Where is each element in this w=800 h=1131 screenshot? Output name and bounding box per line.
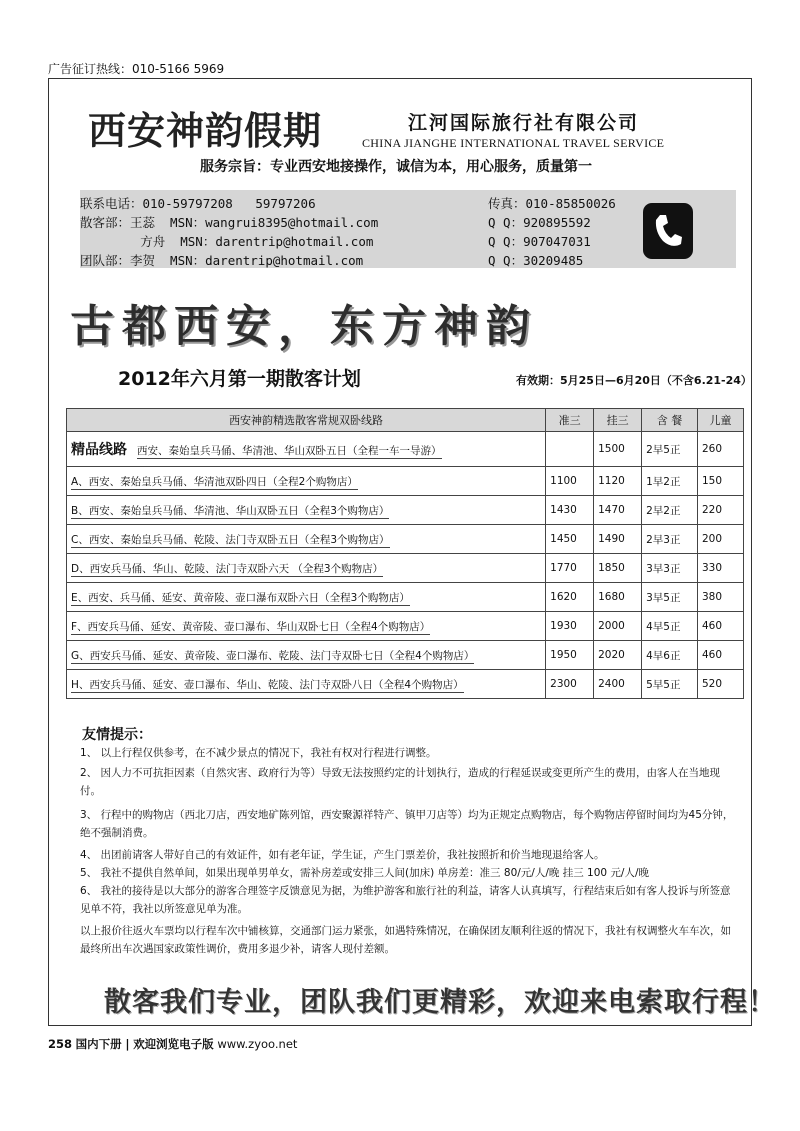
meals: 5早5正 [642,670,698,699]
meals: 4早6正 [642,641,698,670]
tip-item-4: 4、 出团前请客人带好自己的有效证件，如有老年证，学生证，产生门票差价，我社按照折和价当地现退给客人。 [80,849,605,861]
price-zhunsan: 2300 [546,670,594,699]
company-name-en: CHINA JIANGHE INTERNATIONAL TRAVEL SERVICE [362,136,665,150]
table-row [67,467,744,496]
price-zhunsan: 1430 [546,496,594,525]
price-zhunsan: 1930 [546,612,594,641]
meals: 3早3正 [642,554,698,583]
price-guasan: 1470 [594,496,642,525]
tips-title: 友情提示： [82,727,152,743]
meals: 1早2正 [642,467,698,496]
footer-note: 欢迎浏览电子版 [133,1037,214,1051]
table-row [67,612,744,641]
price-guasan: 1490 [594,525,642,554]
tip-item-5: 5、 我社不提供自然单间，如果出现单男单女，需补房差或安排三人间(加床) 单房差：准三 80/元/人/晚 挂三 100 元/人/晚 [80,867,649,879]
header-zhunsan: 准三 [546,409,594,432]
price-guasan: 2400 [594,670,642,699]
tip-item-1: 1、 以上行程仅供参考，在不减少景点的情况下，我社有权对行程进行调整。 [80,747,437,759]
contact-fax: 传真：010-85850026 [488,196,616,211]
tip-note: 以上报价往返火车票均以行程车次中铺核算，交通部门运力紧张，如遇特殊情况，在确保团友顺利往返的情况下，我社有权调整火车车次，如最终所出车次遇国家政策性调价，费用多退少补，请客人现付差额。 [80,925,731,955]
header-child: 儿童 [698,409,744,432]
contact-qq-3: Q Q：30209485 [488,253,584,268]
price-zhunsan: 1450 [546,525,594,554]
meals: 2早5正 [642,432,698,467]
contact-panel [80,190,736,268]
meals: 2早3正 [642,525,698,554]
route-name: B、西安、秦始皇兵马俑、华清池、华山双卧五日（全程3个购物店） [71,504,390,517]
header-meals: 含 餐 [642,409,698,432]
table-header-row [67,409,744,432]
price-guasan: 2020 [594,641,642,670]
page-footer [48,1036,297,1052]
section-name: 国内下册 [75,1037,122,1051]
route-name: F、西安兵马俑、延安、黄帝陵、壶口瀑布、华山双卧七日（全程4个购物店） [71,620,431,633]
service-motto: 服务宗旨：专业西安地接操作，诚信为本，用心服务，质量第一 [200,159,592,175]
price-child: 520 [698,670,744,699]
table-row [67,670,744,699]
route-name: A、西安、秦始皇兵马俑、华清池双卧四日（全程2个购物店） [71,475,358,488]
price-child: 460 [698,612,744,641]
validity-period: 有效期：5月25日—6月20日（不含6.21-24） [516,374,752,387]
price-child: 260 [698,432,744,467]
plan-title: 2012年六月第一期散客计划 [118,368,361,390]
meals: 4早5正 [642,612,698,641]
route-name: E、西安、兵马俑、延安、黄帝陵、壶口瀑布双卧六日（全程3个购物店） [71,591,410,604]
price-child: 380 [698,583,744,612]
price-guasan: 2000 [594,612,642,641]
telephone-icon [643,203,693,259]
route-name: G、西安兵马俑、延安、黄帝陵、壶口瀑布、乾陵、法门寺双卧七日（全程4个购物店） [71,649,475,662]
price-child: 220 [698,496,744,525]
price-guasan: 1120 [594,467,642,496]
meals: 3早5正 [642,583,698,612]
price-child: 150 [698,467,744,496]
meals: 2早2正 [642,496,698,525]
ad-hotline: 广告征订热线：010-5166 5969 [48,62,225,76]
route-name: D、西安兵马俑、华山、乾陵、法门寺双卧六天 （全程3个购物店） [71,562,384,575]
table-row [67,496,744,525]
price-child: 330 [698,554,744,583]
contact-wangrui: 散客部：王蕊 MSN：wangrui8395@hotmail.com [80,215,379,230]
price-zhunsan [546,432,594,467]
contact-lihe: 团队部：李贺 MSN：darentrip@hotmail.com [80,253,364,268]
price-guasan: 1500 [594,432,642,467]
route-name: C、西安、秦始皇兵马俑、乾陵、法门寺双卧五日（全程3个购物店） [71,533,390,546]
route-price-table [66,408,744,699]
tip-item-3: 3、 行程中的购物店（西北刀店，西安地矿陈列馆，西安聚源祥特产、镇甲刀店等）均为正规定点购物店，每个购物店停留时间均为45分钟，绝不强制消费。 [80,809,734,839]
price-zhunsan: 1950 [546,641,594,670]
closing-slogan: 散客我们专业，团队我们更精彩，欢迎来电索取行程！ [104,987,776,1018]
price-guasan: 1850 [594,554,642,583]
table-row [67,525,744,554]
table-row [67,641,744,670]
page-number: 258 [48,1037,73,1051]
slogan-banner: 古都西安，东方神韵 [70,301,538,352]
table-row-featured [67,432,744,467]
contact-qq-1: Q Q：920895592 [488,215,591,230]
footer-separator: | [125,1037,130,1051]
featured-label: 精品线路 [71,442,127,458]
table-row [67,554,744,583]
contact-phone: 联系电话：010-59797208 59797206 [80,196,316,211]
tip-item-6: 6、 我社的接待是以大部分的游客合理签字反馈意见为据，为维护游客和旅行社的利益，请客人认真填写，行程结束后如有客人投诉与所签意见单不符，我社以所签意见单为准。 [80,885,731,915]
contact-qq-2: Q Q：907047031 [488,234,591,249]
brand-title: 西安神韵假期 [88,108,323,153]
route-name: 西安、秦始皇兵马俑、华清池、华山双卧五日（全程一车一导游） [137,445,442,457]
header-route: 西安神韵精选散客常规双卧线路 [67,409,546,432]
price-child: 200 [698,525,744,554]
tip-item-2: 2、 因人力不可抗拒因素（自然灾害、政府行为等）导致无法按照约定的计划执行，造成的行程延误或变更所产生的费用，由客人在当地现付。 [80,767,721,797]
table-row [67,583,744,612]
price-guasan: 1680 [594,583,642,612]
price-zhunsan: 1100 [546,467,594,496]
price-child: 460 [698,641,744,670]
header-guasan: 挂三 [594,409,642,432]
price-zhunsan: 1620 [546,583,594,612]
route-name: H、西安兵马俑、延安、壶口瀑布、华山、乾陵、法门寺双卧八日（全程4个购物店） [71,678,464,691]
contact-fangzhou: 方舟 MSN：darentrip@hotmail.com [80,234,374,249]
footer-website: www.zyoo.net [217,1037,298,1051]
price-zhunsan: 1770 [546,554,594,583]
company-name: 江河国际旅行社有限公司 [408,112,640,134]
